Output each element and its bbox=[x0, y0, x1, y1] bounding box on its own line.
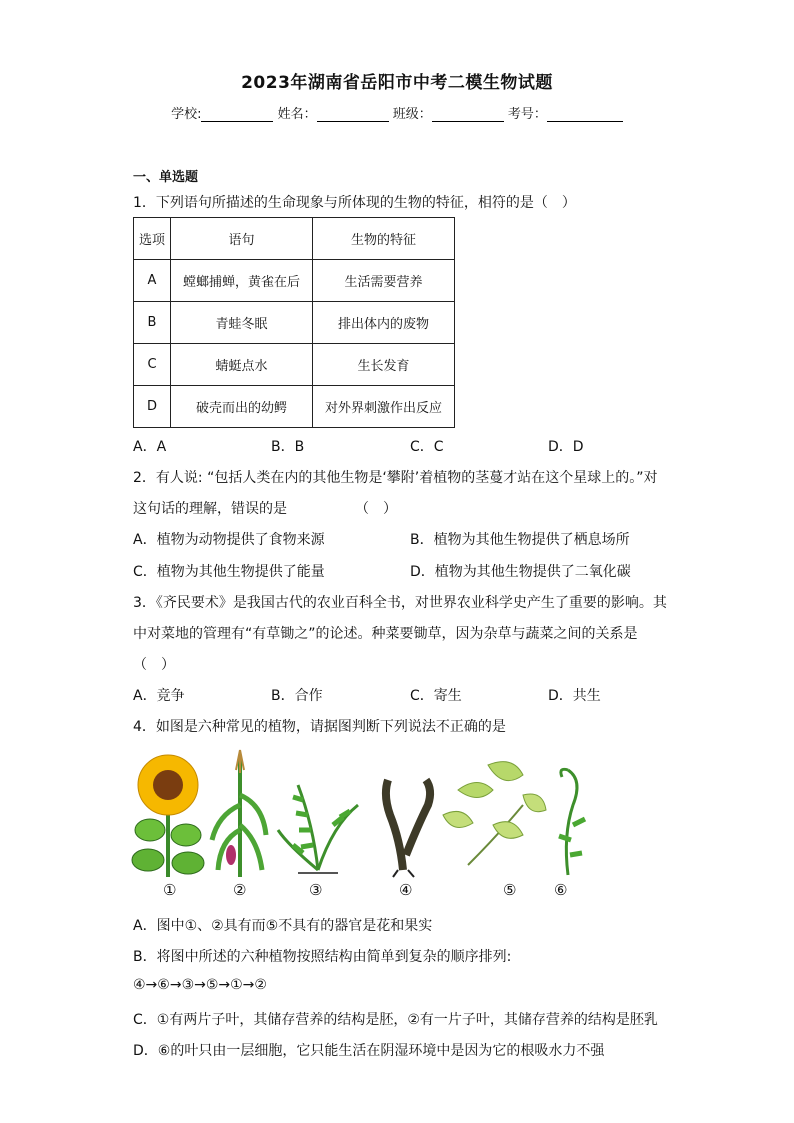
table-header-cell: 语句 bbox=[171, 218, 313, 260]
exam-no-label: 考号： bbox=[507, 107, 547, 122]
q3-option-d[interactable]: D．共生 bbox=[548, 688, 601, 704]
table-header-row bbox=[134, 218, 455, 260]
table-cell: C bbox=[134, 344, 171, 386]
name-label: 姓名： bbox=[277, 107, 317, 122]
table-cell: A bbox=[134, 260, 171, 302]
table-row bbox=[134, 302, 455, 344]
q2-option-c[interactable]: C．植物为其他生物提供了能量 bbox=[133, 564, 325, 580]
q3-option-c[interactable]: C．寄生 bbox=[410, 688, 462, 704]
q3-option-b[interactable]: B．合作 bbox=[271, 688, 323, 704]
fern-illustration bbox=[278, 785, 358, 873]
q4-option-b-sequence: ④→⑥→③→⑤→①→② bbox=[133, 977, 267, 993]
q4-option-b[interactable]: B．将图中所述的六种植物按照结构由简单到复杂的顺序排列: bbox=[133, 949, 512, 965]
q3-answer-paren: （ ） bbox=[133, 657, 175, 673]
q4-option-d[interactable]: D．⑥的叶只由一层细胞，它只能生活在阴湿环境中是因为它的根吸水力不强 bbox=[133, 1043, 605, 1059]
table-header-cell: 选项 bbox=[134, 218, 171, 260]
school-blank[interactable] bbox=[201, 107, 273, 122]
seedling-illustration bbox=[559, 769, 585, 875]
exam-no-blank[interactable] bbox=[547, 107, 623, 122]
ginkgo-illustration bbox=[443, 762, 546, 865]
name-blank[interactable] bbox=[317, 107, 389, 122]
q4-stem: 4．如图是六种常见的植物，请据图判断下列说法不正确的是 bbox=[133, 719, 506, 735]
q1-table bbox=[133, 217, 455, 428]
figure-label: ⑤ bbox=[503, 881, 517, 899]
q3-stem-line2: 中对菜地的管理有“有草锄之”的论述。种菜要锄草，因为杂草与蔬菜之间的关系是 bbox=[133, 626, 638, 642]
table-cell: D bbox=[134, 386, 171, 428]
q2-option-a[interactable]: A．植物为动物提供了食物来源 bbox=[133, 532, 325, 548]
q3-stem-line1: 3．《齐民要术》是我国古代的农业百科全书，对世界农业科学史产生了重要的影响。其 bbox=[133, 595, 667, 611]
figure-label: ③ bbox=[309, 881, 323, 899]
table-cell: 螳螂捕蝉，黄雀在后 bbox=[171, 260, 313, 302]
section-heading: 一、单选题 bbox=[133, 170, 199, 185]
q2-option-d[interactable]: D．植物为其他生物提供了二氧化碳 bbox=[410, 564, 631, 580]
corn-illustration bbox=[212, 750, 266, 877]
q4-plant-figure bbox=[128, 745, 588, 880]
q1-stem: 1．下列语句所描述的生命现象与所体现的生物的特征，相符的是（ ） bbox=[133, 195, 576, 211]
table-cell: 青蛙冬眠 bbox=[171, 302, 313, 344]
student-info-line bbox=[0, 103, 794, 122]
table-cell: B bbox=[134, 302, 171, 344]
school-label: 学校: bbox=[171, 107, 202, 122]
figure-label: ② bbox=[233, 881, 247, 899]
q1-option-d[interactable]: D．D bbox=[548, 439, 584, 455]
sunflower-illustration bbox=[132, 755, 204, 877]
table-cell: 蜻蜓点水 bbox=[171, 344, 313, 386]
table-row bbox=[134, 260, 455, 302]
q1-option-a[interactable]: A．A bbox=[133, 439, 167, 455]
figure-label: ⑥ bbox=[554, 881, 568, 899]
page-title: 2023年湖南省岳阳市中考二模生物试题 bbox=[241, 73, 553, 93]
q4-option-c[interactable]: C．①有两片子叶，其储存营养的结构是胚，②有一片子叶，其储存营养的结构是胚乳 bbox=[133, 1012, 658, 1028]
table-cell: 破壳而出的幼鳄 bbox=[171, 386, 313, 428]
table-cell: 生长发育 bbox=[313, 344, 455, 386]
class-blank[interactable] bbox=[432, 107, 504, 122]
q1-option-b[interactable]: B．B bbox=[271, 439, 305, 455]
q2-stem-line2: 这句话的理解，错误的是 bbox=[133, 501, 287, 517]
table-row bbox=[134, 344, 455, 386]
q2-option-b[interactable]: B．植物为其他生物提供了栖息场所 bbox=[410, 532, 630, 548]
class-label: 班级： bbox=[392, 107, 432, 122]
q1-option-c[interactable]: C．C bbox=[410, 439, 444, 455]
q2-answer-paren: （ ） bbox=[355, 501, 397, 517]
table-header-cell: 生物的特征 bbox=[313, 218, 455, 260]
q4-option-a[interactable]: A．图中①、②具有而⑤不具有的器官是花和果实 bbox=[133, 918, 433, 934]
figure-label: ④ bbox=[399, 881, 413, 899]
table-cell: 生活需要营养 bbox=[313, 260, 455, 302]
q3-option-a[interactable]: A．竞争 bbox=[133, 688, 185, 704]
table-cell: 对外界刺激作出反应 bbox=[313, 386, 455, 428]
q2-stem-line1: 2．有人说: “包括人类在内的其他生物是‘攀附’着植物的茎蔓才站在这个星球上的。”对 bbox=[133, 470, 658, 486]
figure-label: ① bbox=[163, 881, 177, 899]
table-cell: 排出体内的废物 bbox=[313, 302, 455, 344]
selaginella-illustration bbox=[386, 780, 430, 877]
table-row bbox=[134, 386, 455, 428]
